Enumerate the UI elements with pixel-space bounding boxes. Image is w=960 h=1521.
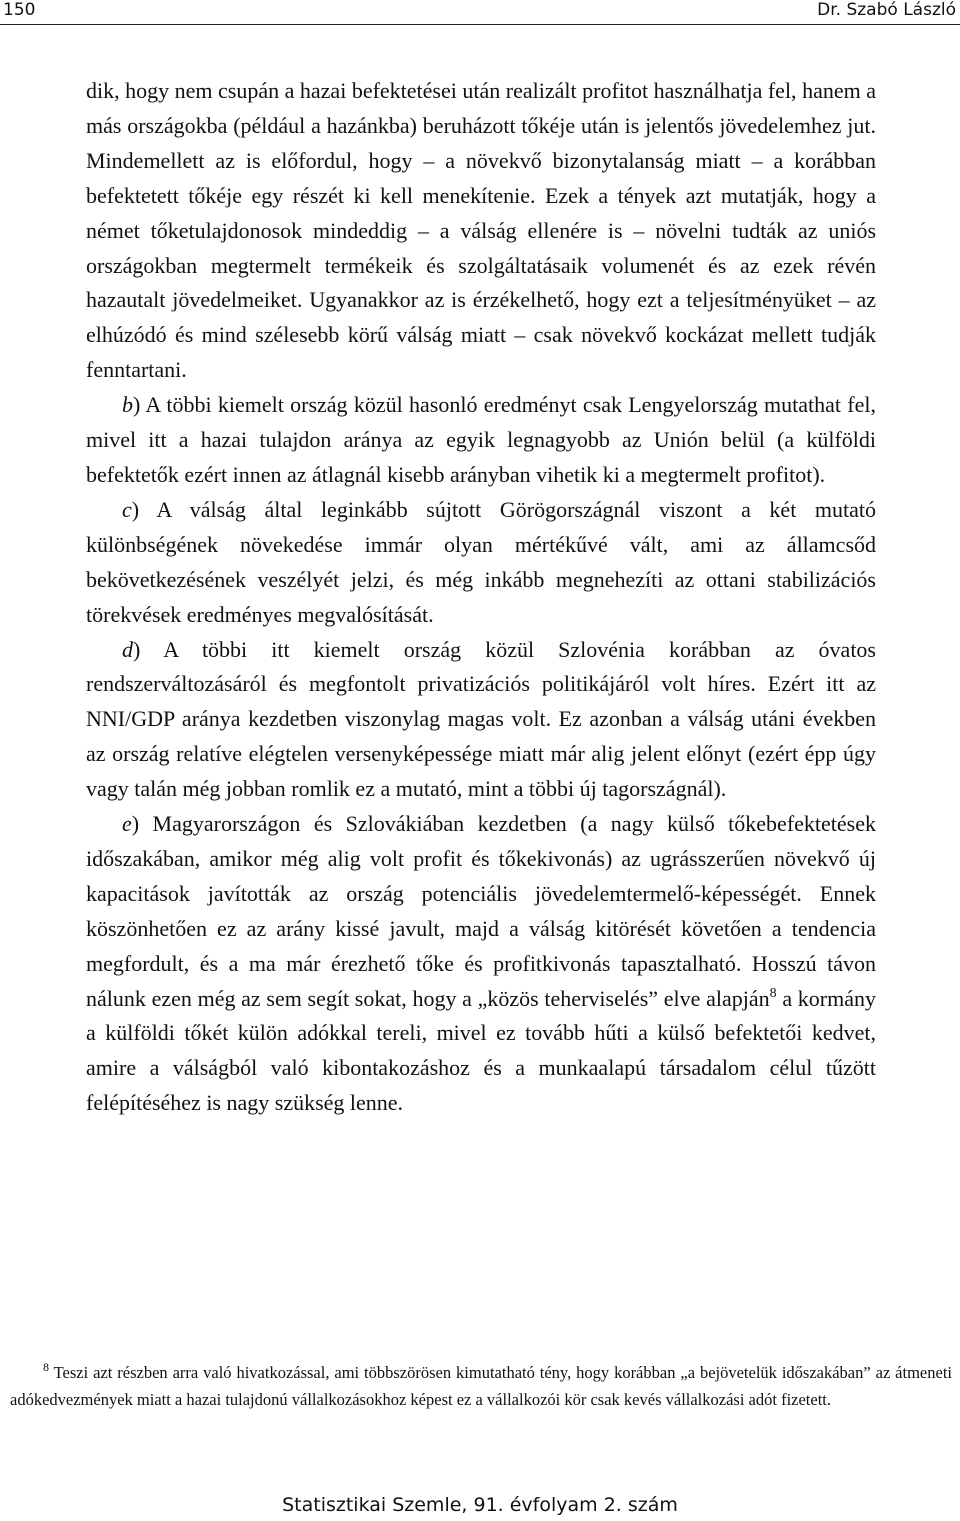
- footnote-reference[interactable]: 8: [769, 985, 777, 1001]
- main-text: [86, 74, 876, 1121]
- paragraph-text: A válság által leginkább sújtott Görögországnál viszont a két mutató különbségének növekedése immár olyan mértékűvé vált, ami az államcsőd bekövetkezésének veszélyét jelzi, és még inkább megnehezíti az ottani stabilizációs törekvések eredményes megvalósítását.: [86, 496, 876, 627]
- running-footer: Statisztikai Szemle, 91. évfolyam 2. szám: [282, 1494, 678, 1516]
- paragraph-text: dik, hogy nem csupán a hazai befektetései után realizált profitot használhatja fel, hanem a más országokba (például a hazánkba) beruházott tőkéje után is jelentős jövedelemhez jut. Mindemellett az is előfordul, hogy – a növekvő bizonytalanság miatt – a korábban befektetett tőkéje egy részét ki kell menekítenie. Ezek a tények azt mutatják, hogy a német tőketulajdonosok mindeddig – a válság ellenére is – növelni tudták az uniós országokban megtermelt termékeik és szolgáltatásaik volumenét és az ezek révén hazautalt jövedelmeiket. Ugyanakkor az is érzékelhető, hogy ezt a teljesítményüket – az elhúzódó és mind szélesebb körű válság miatt – csak növekvő kockázat mellett tudják fenntartani.: [86, 78, 876, 383]
- item-label: c: [122, 496, 132, 522]
- footnote-area: [10, 1360, 952, 1413]
- paragraph: e) Magyarországon és Szlovákiában kezdetben (a nagy külső tőkebefektetések időszakában, amikor még alig volt profit és tőkekivonás) az ugrásszerűen növekvő új kapacitások javították az ország potenciális jövedelemtermelő-képességét. Ennek köszönhetően ez az arány kissé javult, majd a válság kitörését követően a tendencia megfordult, és a ma már érezhető tőke és profitkivonás tapasztalható. Hosszú távon nálunk ezen még az sem segít sokat, hogy a „közös teherviselés” elve alapján$^8$ a kormány a külföldi tőkét külön adókkal tereli, mivel ez tovább hűti a külső befektetői kedvet, amire a válságból való kibontakozáshoz és a munkaalapú társadalom célul tűzött felépítéséhez is nagy szükség lenne.: [86, 811, 876, 1116]
- item-label: d: [122, 636, 133, 662]
- paragraph: d) A többi itt kiemelt ország közül Szlovénia korábban az óvatos rendszerváltozásáról és megfontolt privatizációs politikájáról volt híres. Ezért itt az NNI/GDP aránya kezdetben viszonylag magas volt. Ez azonban a válság utáni években az ország relatíve elégtelen versenyképessége miatt már alig jelent előnyt (ezért épp úgy vagy talán még jobban romlik ez a mutató, mint a többi új tagországnál).: [86, 636, 876, 802]
- paragraph-text: A többi kiemelt ország közül hasonló eredményt csak Lengyelország mutathat fel, mivel itt a hazai tulajdon aránya az egyik legnagyobb az Unión belül (a külföldi befektetők ezért innen az átlagnál kisebb arányban vihetik ki a megtermelt profitot).: [86, 392, 876, 487]
- footnote: [10, 1360, 952, 1413]
- item-label: b: [122, 392, 133, 418]
- running-header: [0, 0, 960, 25]
- footnote-text: Teszi azt részben arra való hivatkozással, ami többszörösen kimutatható tény, hogy korábban „a bejövetelük időszakában” az átmeneti adókedvezmények miatt a hazai tulajdonú vállalkozásokhoz képest ez a vállalkozói kör csak kevés vállalkozási adót fizetett.: [10, 1363, 952, 1409]
- paragraph-text: a kormány a külföldi tőkét külön adókkal tereli, mivel ez tovább hűti a külső befektetői kedvet, amire a válságból való kibontakozáshoz és a munkaalapú társadalom célul tűzött felépítéséhez is nagy szükség lenne.: [86, 985, 876, 1116]
- paragraph: b) A többi kiemelt ország közül hasonló eredményt csak Lengyelország mutathat fel, mivel itt a hazai tulajdon aránya az egyik legnagyobb az Unión belül (a külföldi befektetők ezért innen az átlagnál kisebb arányban vihetik ki a megtermelt profitot).: [86, 392, 876, 487]
- paragraph-text: Magyarországon és Szlovákiában kezdetben (a nagy külső tőkebefektetések időszakában, amikor még alig volt profit és tőkekivonás) az ugrásszerűen növekvő új kapacitások javították az ország potenciális jövedelemtermelő-képességét. Ennek köszönhetően ez az arány kissé javult, majd a válság kitörését követően a tendencia megfordult, és a ma már érezhető tőke és profitkivonás tapasztalható. Hosszú távon nálunk ezen még az sem segít sokat, hogy a „közös teherviselés” elve alapján: [86, 811, 876, 1011]
- paragraph: c) A válság által leginkább sújtott Görögországnál viszont a két mutató különbségének növekedése immár olyan mértékűvé vált, ami az államcsőd bekövetkezésének veszélyét jelzi, és még inkább megnehezíti az ottani stabilizációs törekvések eredményes megvalósítását.: [86, 496, 876, 627]
- item-label: e: [122, 811, 132, 837]
- header-author: Dr. Szabó László: [817, 0, 956, 20]
- paragraph: [86, 74, 876, 388]
- footnote-number: 8: [43, 1360, 49, 1374]
- page-number: 150: [3, 0, 36, 20]
- paragraph-text: A többi itt kiemelt ország közül Szlovénia korábban az óvatos rendszerváltozásáról és megfontolt privatizációs politikájáról volt híres. Ezért itt az NNI/GDP aránya kezdetben viszonylag magas volt. Ez azonban a válság utáni években az ország relatíve elégtelen versenyképessége miatt már alig jelent előnyt (ezért épp úgy vagy talán még jobban romlik ez a mutató, mint a többi új tagországnál).: [86, 636, 876, 802]
- header-rule: [0, 24, 960, 25]
